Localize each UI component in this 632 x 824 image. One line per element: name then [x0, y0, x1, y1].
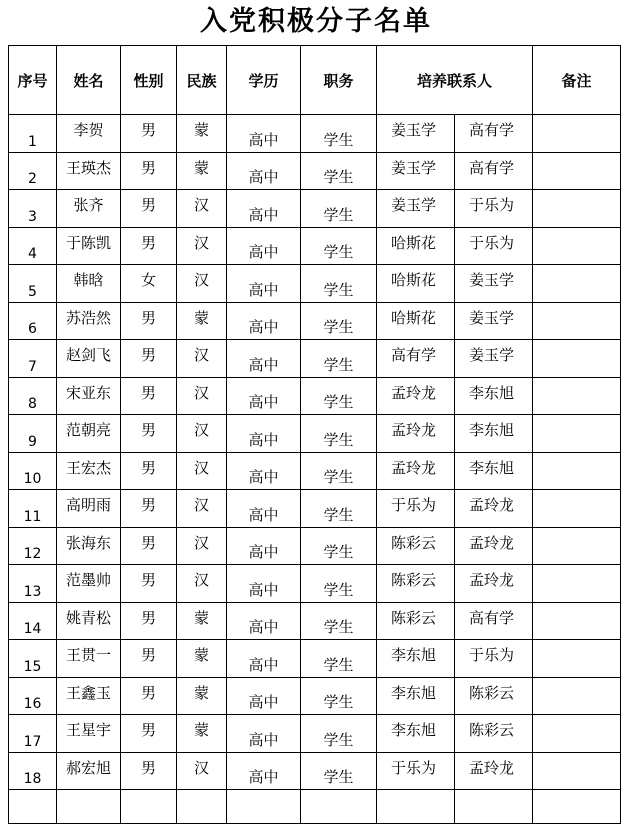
cell-position: 学生: [301, 640, 377, 678]
table-row: [9, 302, 621, 340]
cell-position: 学生: [301, 602, 377, 640]
cell-ethnic: 汉: [177, 565, 227, 603]
cell-seq: 5: [9, 265, 57, 303]
cell-seq: 12: [9, 527, 57, 565]
cell-seq: 6: [9, 302, 57, 340]
cell-gender: 男: [121, 677, 177, 715]
cell-education: 高中: [227, 490, 301, 528]
header-contacts: 培养联系人: [377, 46, 533, 115]
cell-gender: 男: [121, 152, 177, 190]
cell-gender: 男: [121, 377, 177, 415]
blank-cell: [57, 790, 121, 824]
cell-education: 高中: [227, 602, 301, 640]
table-row: [9, 490, 621, 528]
cell-contact-2: 孟玲龙: [455, 527, 533, 565]
cell-education: 高中: [227, 115, 301, 153]
cell-gender: 男: [121, 452, 177, 490]
cell-remarks: [533, 527, 621, 565]
cell-name: 范墨帅: [57, 565, 121, 603]
cell-ethnic: 蒙: [177, 302, 227, 340]
header-gender: 性别: [121, 46, 177, 115]
cell-contact-1: 哈斯花: [377, 227, 455, 265]
cell-name: 张齐: [57, 190, 121, 228]
cell-remarks: [533, 715, 621, 753]
blank-cell: [533, 790, 621, 824]
cell-seq: 18: [9, 752, 57, 790]
cell-seq: 10: [9, 452, 57, 490]
cell-gender: 男: [121, 190, 177, 228]
cell-contact-1: 孟玲龙: [377, 452, 455, 490]
cell-seq: 14: [9, 602, 57, 640]
cell-remarks: [533, 490, 621, 528]
header-name: 姓名: [57, 46, 121, 115]
blank-cell: [121, 790, 177, 824]
cell-position: 学生: [301, 152, 377, 190]
cell-remarks: [533, 677, 621, 715]
cell-education: 高中: [227, 677, 301, 715]
cell-name: 姚青松: [57, 602, 121, 640]
cell-name: 王鑫玉: [57, 677, 121, 715]
cell-gender: 男: [121, 715, 177, 753]
cell-remarks: [533, 415, 621, 453]
cell-seq: 8: [9, 377, 57, 415]
cell-contact-2: 姜玉学: [455, 265, 533, 303]
table-row: [9, 752, 621, 790]
cell-education: 高中: [227, 452, 301, 490]
cell-remarks: [533, 452, 621, 490]
table-row: [9, 265, 621, 303]
cell-contact-1: 陈彩云: [377, 527, 455, 565]
cell-ethnic: 汉: [177, 265, 227, 303]
header-seq: 序号: [9, 46, 57, 115]
cell-remarks: [533, 115, 621, 153]
cell-contact-2: 李东旭: [455, 452, 533, 490]
cell-contact-2: 高有学: [455, 602, 533, 640]
table-row: [9, 377, 621, 415]
cell-position: 学生: [301, 115, 377, 153]
cell-gender: 男: [121, 602, 177, 640]
cell-contact-1: 孟玲龙: [377, 377, 455, 415]
cell-position: 学生: [301, 715, 377, 753]
blank-cell: [301, 790, 377, 824]
cell-contact-1: 李东旭: [377, 640, 455, 678]
table-row: [9, 415, 621, 453]
cell-ethnic: 汉: [177, 452, 227, 490]
cell-position: 学生: [301, 340, 377, 378]
cell-seq: 1: [9, 115, 57, 153]
cell-name: 王星宇: [57, 715, 121, 753]
header-ethnic: 民族: [177, 46, 227, 115]
cell-education: 高中: [227, 527, 301, 565]
cell-ethnic: 蒙: [177, 715, 227, 753]
cell-seq: 4: [9, 227, 57, 265]
table-row: [9, 340, 621, 378]
blank-row: [9, 790, 621, 824]
cell-seq: 9: [9, 415, 57, 453]
cell-gender: 男: [121, 415, 177, 453]
cell-position: 学生: [301, 190, 377, 228]
cell-name: 张海东: [57, 527, 121, 565]
cell-contact-1: 陈彩云: [377, 602, 455, 640]
cell-contact-2: 孟玲龙: [455, 490, 533, 528]
cell-gender: 男: [121, 115, 177, 153]
cell-contact-1: 于乐为: [377, 490, 455, 528]
cell-position: 学生: [301, 490, 377, 528]
cell-position: 学生: [301, 265, 377, 303]
header-position: 职务: [301, 46, 377, 115]
cell-ethnic: 汉: [177, 490, 227, 528]
cell-contact-1: 陈彩云: [377, 565, 455, 603]
cell-ethnic: 蒙: [177, 115, 227, 153]
cell-gender: 男: [121, 527, 177, 565]
cell-ethnic: 汉: [177, 752, 227, 790]
cell-education: 高中: [227, 377, 301, 415]
cell-position: 学生: [301, 415, 377, 453]
cell-contact-2: 陈彩云: [455, 677, 533, 715]
cell-gender: 男: [121, 227, 177, 265]
cell-education: 高中: [227, 715, 301, 753]
cell-contact-1: 姜玉学: [377, 152, 455, 190]
table-row: [9, 452, 621, 490]
table-row: [9, 152, 621, 190]
cell-contact-1: 姜玉学: [377, 115, 455, 153]
table-row: [9, 677, 621, 715]
cell-contact-1: 高有学: [377, 340, 455, 378]
cell-seq: 3: [9, 190, 57, 228]
cell-ethnic: 蒙: [177, 152, 227, 190]
blank-cell: [177, 790, 227, 824]
cell-gender: 男: [121, 752, 177, 790]
cell-contact-1: 李东旭: [377, 715, 455, 753]
cell-contact-1: 姜玉学: [377, 190, 455, 228]
cell-education: 高中: [227, 415, 301, 453]
cell-remarks: [533, 152, 621, 190]
cell-position: 学生: [301, 752, 377, 790]
cell-name: 赵剑飞: [57, 340, 121, 378]
cell-name: 李贺: [57, 115, 121, 153]
blank-cell: [9, 790, 57, 824]
cell-ethnic: 蒙: [177, 602, 227, 640]
cell-name: 王宏杰: [57, 452, 121, 490]
cell-name: 范朝亮: [57, 415, 121, 453]
cell-name: 王瑛杰: [57, 152, 121, 190]
cell-contact-2: 陈彩云: [455, 715, 533, 753]
page-title: 入党积极分子名单: [200, 6, 432, 37]
cell-gender: 男: [121, 640, 177, 678]
cell-education: 高中: [227, 265, 301, 303]
cell-position: 学生: [301, 527, 377, 565]
blank-cell: [455, 790, 533, 824]
cell-contact-1: 哈斯花: [377, 302, 455, 340]
table-row: [9, 715, 621, 753]
cell-remarks: [533, 227, 621, 265]
cell-contact-1: 孟玲龙: [377, 415, 455, 453]
cell-remarks: [533, 377, 621, 415]
cell-gender: 女: [121, 265, 177, 303]
cell-contact-2: 高有学: [455, 152, 533, 190]
cell-seq: 16: [9, 677, 57, 715]
cell-education: 高中: [227, 227, 301, 265]
cell-contact-1: 李东旭: [377, 677, 455, 715]
cell-remarks: [533, 565, 621, 603]
cell-name: 高明雨: [57, 490, 121, 528]
header-row: [9, 46, 621, 115]
cell-name: 王贯一: [57, 640, 121, 678]
cell-name: 韩晗: [57, 265, 121, 303]
cell-gender: 男: [121, 302, 177, 340]
table-body: [9, 115, 621, 824]
cell-ethnic: 汉: [177, 340, 227, 378]
table-row: [9, 190, 621, 228]
header-education: 学历: [227, 46, 301, 115]
cell-remarks: [533, 302, 621, 340]
cell-name: 郝宏旭: [57, 752, 121, 790]
cell-seq: 2: [9, 152, 57, 190]
table-row: [9, 640, 621, 678]
member-table: [8, 45, 621, 824]
cell-contact-2: 孟玲龙: [455, 565, 533, 603]
cell-education: 高中: [227, 752, 301, 790]
cell-position: 学生: [301, 565, 377, 603]
cell-ethnic: 汉: [177, 190, 227, 228]
cell-remarks: [533, 752, 621, 790]
cell-seq: 15: [9, 640, 57, 678]
cell-remarks: [533, 340, 621, 378]
header-remarks: 备注: [533, 46, 621, 115]
cell-education: 高中: [227, 340, 301, 378]
cell-gender: 男: [121, 340, 177, 378]
cell-seq: 17: [9, 715, 57, 753]
cell-seq: 7: [9, 340, 57, 378]
cell-contact-2: 姜玉学: [455, 340, 533, 378]
cell-remarks: [533, 602, 621, 640]
cell-name: 苏浩然: [57, 302, 121, 340]
cell-gender: 男: [121, 565, 177, 603]
blank-cell: [227, 790, 301, 824]
cell-position: 学生: [301, 227, 377, 265]
cell-remarks: [533, 190, 621, 228]
cell-remarks: [533, 640, 621, 678]
cell-ethnic: 汉: [177, 415, 227, 453]
cell-contact-2: 于乐为: [455, 227, 533, 265]
cell-remarks: [533, 265, 621, 303]
cell-ethnic: 汉: [177, 377, 227, 415]
cell-ethnic: 汉: [177, 227, 227, 265]
cell-ethnic: 汉: [177, 527, 227, 565]
table-row: [9, 227, 621, 265]
cell-contact-2: 于乐为: [455, 190, 533, 228]
cell-seq: 11: [9, 490, 57, 528]
cell-contact-2: 孟玲龙: [455, 752, 533, 790]
table-row: [9, 115, 621, 153]
cell-contact-2: 李东旭: [455, 377, 533, 415]
cell-position: 学生: [301, 452, 377, 490]
cell-ethnic: 蒙: [177, 640, 227, 678]
cell-education: 高中: [227, 565, 301, 603]
cell-name: 宋亚东: [57, 377, 121, 415]
cell-education: 高中: [227, 302, 301, 340]
cell-position: 学生: [301, 377, 377, 415]
cell-ethnic: 蒙: [177, 677, 227, 715]
cell-contact-2: 于乐为: [455, 640, 533, 678]
table-row: [9, 565, 621, 603]
blank-cell: [377, 790, 455, 824]
cell-contact-2: 高有学: [455, 115, 533, 153]
cell-education: 高中: [227, 640, 301, 678]
table-row: [9, 527, 621, 565]
cell-seq: 13: [9, 565, 57, 603]
cell-position: 学生: [301, 677, 377, 715]
cell-education: 高中: [227, 152, 301, 190]
cell-education: 高中: [227, 190, 301, 228]
cell-gender: 男: [121, 490, 177, 528]
cell-contact-2: 李东旭: [455, 415, 533, 453]
cell-contact-1: 于乐为: [377, 752, 455, 790]
cell-contact-1: 哈斯花: [377, 265, 455, 303]
cell-name: 于陈凯: [57, 227, 121, 265]
cell-contact-2: 姜玉学: [455, 302, 533, 340]
table-row: [9, 602, 621, 640]
cell-position: 学生: [301, 302, 377, 340]
